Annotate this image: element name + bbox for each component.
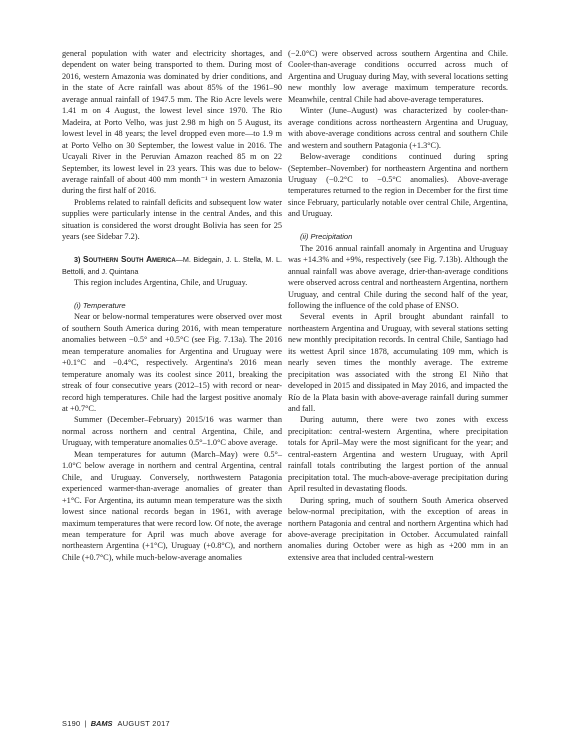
paragraph: Below-average conditions continued during spring (September–November) for northeastern Argentina and northern Uruguay (−0.2°C to −0.5°C anomalies). Above-average temperatures returned to the region in December for the first time since February, particularly notable over central Chile, Argentina, and Uruguay. — [288, 152, 508, 219]
paragraph: (−2.0°C) were observed across southern Argentina and Chile. Cooler-than-average conditions occurred across much of Argentina and Uruguay during May, with several locations setting new monthly low average maximum temperature records. Meanwhile, central Chile had above-average temperatures. — [288, 49, 508, 104]
paragraph: During spring, much of southern South America observed below-normal precipitation, with the exception of areas in northern Patagonia and central and northern Argentina which had above-average precipitation in October. Accumulated rainfall anomalies during October were as high as +200 mm in an extensive area that included central-western — [288, 495, 508, 562]
paragraph: Summer (December–February) 2015/16 was warmer than normal across northern and central Argentina, Chile, and Uruguay, with temperature anomalies 0.5°–1.0°C above average. — [62, 415, 282, 448]
section-number: 3) — [74, 255, 81, 265]
paragraph: This region includes Argentina, Chile, and Uruguay. — [74, 278, 248, 288]
page-footer — [62, 719, 170, 728]
subsection-heading-temperature: (i) Temperature — [74, 300, 126, 310]
section-title: Southern South America — [83, 255, 176, 265]
paragraph: Problems related to rainfall deficits and subsequent low water supplies were particularly intense in the central Andes, and this situation is considered the worst drought Bolivia has seen for 25 years (see Sidebar 7.2). — [62, 197, 282, 242]
left-column — [62, 48, 282, 563]
section-authors: —M. Bidegain, J. L. Stella, M. L. Bettolli, and J. Quintana — [62, 255, 282, 276]
paragraph: Near or below-normal temperatures were observed over most of southern South America during 2016, with mean temperature anomalies between −0.5° and +0.5°C (see Fig. 7.13a). The 2016 mean temperature anomalies for Argentina and Uruguay were +0.1°C and −0.4°C, respectively. Argentina's 2016 mean temperature anomaly was its coolest since 2011, breaking the streak of four consecutive years (2012–15) with record or near-record high temperatures. Chile had the largest positive anomaly at +0.7°C. — [62, 312, 282, 414]
issue-date: AUGUST 2017 — [117, 719, 170, 728]
paragraph: Winter (June–August) was characterized by cooler-than-average conditions across northeastern Argentina and Uruguay, with above-average conditions across central and southern Chile and western and southern Patagonia (+1.3°C). — [288, 106, 508, 150]
subsection-heading-precipitation: (ii) Precipitation — [300, 232, 353, 242]
section-heading — [62, 254, 282, 277]
paragraph: Mean temperatures for autumn (March–May) were 0.5°–1.0°C below average in northern and central Argentina, central Chile, and Uruguay. Conversely, northwestern Patagonia experienced warmer-than-average anomalies of greater than +1°C. For Argentina, its autumn mean temperature was the sixth lowest since national records began in 1961, with average maximum temperatures that were record low. Of note, the average mean temperature for April was much above average for northeastern Argentina (+1°C), Uruguay (+0.8°C), and northern Chile (+0.7°C), while much-below-average anomalies — [62, 449, 282, 562]
journal-logo: BAMS — [90, 719, 113, 728]
footer-separator: | — [84, 719, 87, 728]
paragraph: Several events in April brought abundant rainfall to northeastern Argentina and Uruguay, with several stations setting new monthly precipitation records. In central Chile, Santiago had its wettest April since 1878, accumulating 109 mm, which is nearly seven times the monthly average. The extreme precipitation was associated with the strong El Niño that developed in 2015 and dissipated in May 2016, and impacted the Río de la Plata basin with above-average rainfall during summer and fall. — [288, 312, 508, 414]
paragraph: During autumn, there were two zones with excess precipitation: central-western Argentina, where precipitation totals for April–May were the most significant for the year; and central-eastern Argentina and western Uruguay, with April rainfall totals contributing the largest portion of the annual precipitation total. The much-above-average precipitation during April resulted in devastating floods. — [288, 415, 508, 494]
paragraph: The 2016 annual rainfall anomaly in Argentina and Uruguay was +14.3% and +9%, respectively (see Fig. 7.13b). Although the annual rainfall was above average, drier-than-average conditions were observed across central and northeastern Argentina, northern Uruguay, and central Chile during the second half of the year, following the influence of the cold phase of ENSO. — [288, 243, 508, 310]
page-number: S190 — [62, 719, 81, 728]
right-column — [288, 48, 508, 563]
paragraph: general population with water and electricity shortages, and dependent on water being transported to them. During most of 2016, western Amazonia was dominated by drier conditions, and in the state of Acre rainfall was about 85% of the 1961–90 average annual rainfall of 1947.5 mm. The Rio Acre levels were 1.41 m on 4 August, the lowest level since 1970. The Rio Madeira, at Porto Velho, was just 2.98 m high on 5 August, its lowest level in 48 years; the level dropped even more—to 1.9 m at Porto Velho on 30 September, the lowest value in 2016. The Ucayali River in the Peruvian Amazon reached 85 m on 22 September, its lowest level in 23 years. This was due to below-average rainfall of about 400 mm month⁻¹ in western Amazonia during the first half of 2016. — [62, 49, 282, 196]
